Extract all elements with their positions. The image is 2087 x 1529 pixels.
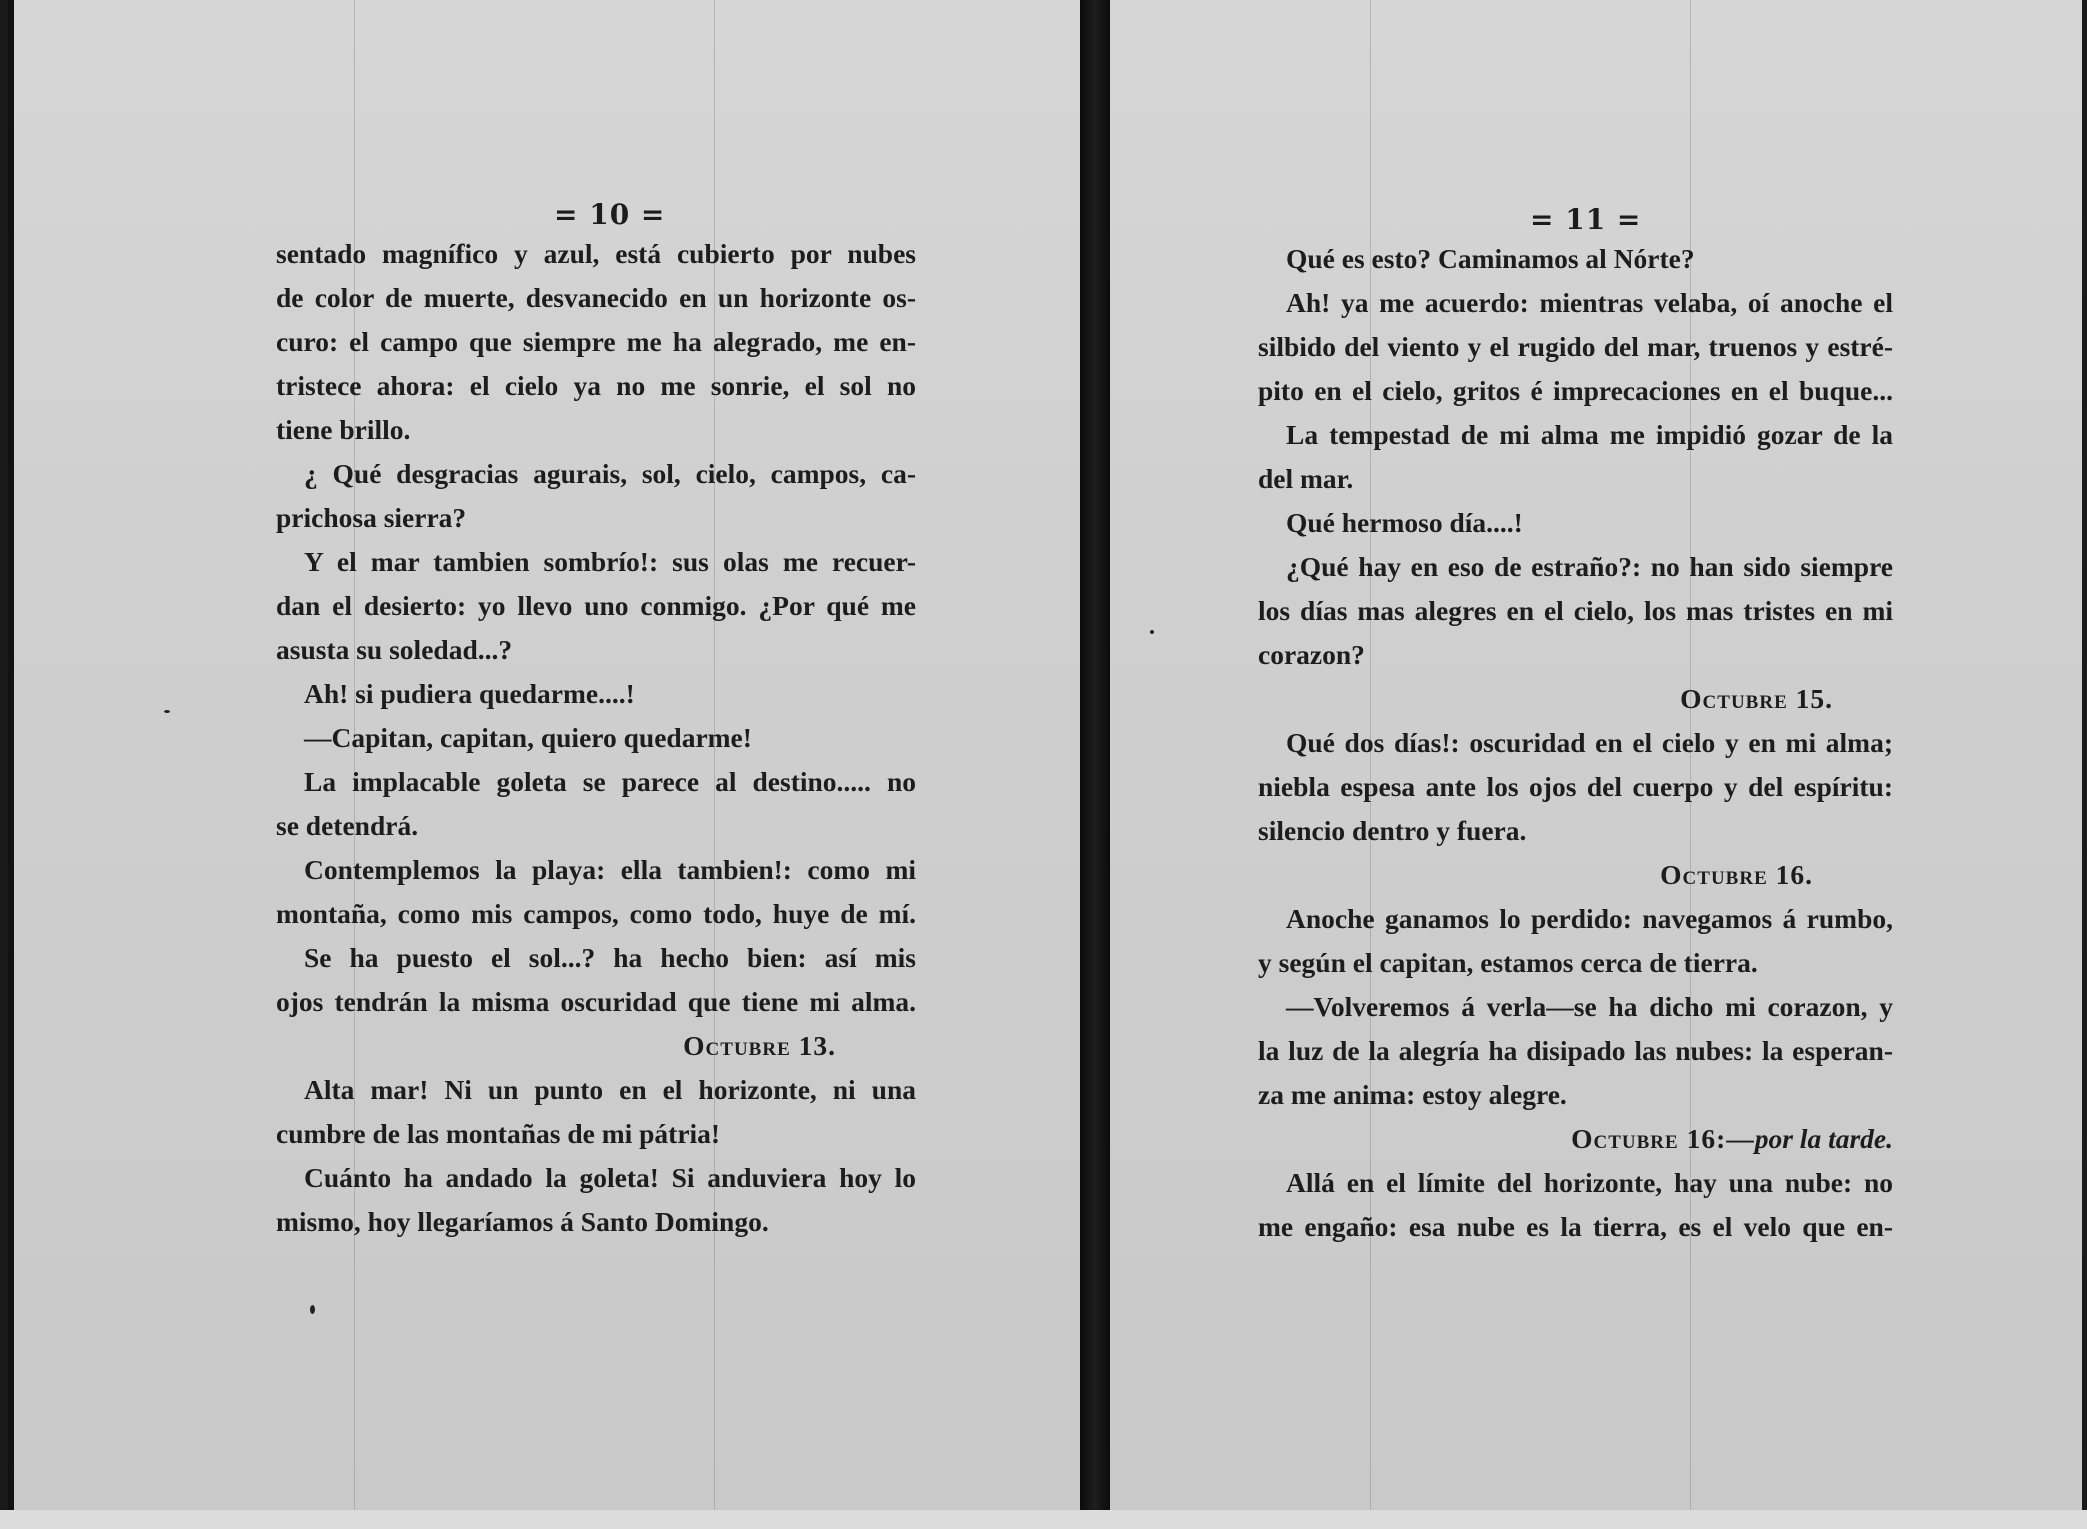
text-line: —Capitan, capitan, quiero quedarme!	[304, 722, 752, 753]
text-line: silbido del viento y el rugido del mar, truenos y estré-	[1258, 331, 1893, 362]
text-line: montaña, como mis campos, como todo, huye de mí.	[276, 898, 916, 929]
text-line: Alta mar! Ni un punto en el horizonte, ni una	[304, 1074, 916, 1105]
text-line: Ah! ya me acuerdo: mientras velaba, oí anoche el	[1286, 287, 1893, 318]
date-heading	[1258, 1117, 1893, 1161]
left-page-text	[276, 232, 916, 1244]
text-line: los días mas alegres en el cielo, los mas tristes en mi	[1258, 595, 1893, 626]
text-line: la luz de la alegría ha disipado las nubes: la esperan-	[1258, 1035, 1893, 1066]
text-line: niebla espesa ante los ojos del cuerpo y del espíritu:	[1258, 771, 1893, 802]
scanner-bed-edge	[0, 1510, 2087, 1529]
text-line: asusta su soledad...?	[276, 634, 513, 665]
text-line: silencio dentro y fuera.	[1258, 815, 1527, 846]
right-page-number: = 11 =	[1530, 203, 1642, 236]
text-line: cumbre de las montañas de mi pátria!	[276, 1118, 721, 1149]
text-line: za me anima: estoy alegre.	[1258, 1079, 1567, 1110]
print-speck	[164, 710, 170, 713]
date-heading: Octubre 15.	[1680, 683, 1833, 714]
date-heading: Octubre 13.	[683, 1030, 836, 1061]
book-gutter	[1080, 0, 1110, 1529]
date-heading: Octubre 16.	[1660, 859, 1813, 890]
left-page-number: = 10 =	[554, 198, 666, 231]
text-line: curo: el campo que siempre me ha alegrado, me en-	[276, 326, 916, 357]
text-line: del mar.	[1258, 463, 1354, 494]
text-line: La tempestad de mi alma me impidió gozar de la	[1286, 419, 1893, 450]
text-line: sentado magnífico y azul, está cubierto por nubes	[276, 238, 916, 269]
text-line: tiene brillo.	[276, 414, 411, 445]
right-page-text	[1258, 237, 1893, 1249]
text-line: Cuánto ha andado la goleta! Si anduviera hoy lo	[304, 1162, 916, 1193]
text-line: Ah! si pudiera quedarme....!	[304, 678, 635, 709]
date-heading-label: Octubre 16:—	[1571, 1123, 1755, 1154]
text-line: Anoche ganamos lo perdido: navegamos á rumbo,	[1286, 903, 1893, 934]
left-page	[8, 0, 1080, 1510]
text-line: ojos tendrán la misma oscuridad que tiene mi alma.	[276, 986, 916, 1017]
text-line: Contemplemos la playa: ella tambien!: como mi	[304, 854, 916, 885]
text-line: ¿Qué hay en eso de estraño?: no han sido siempre	[1286, 551, 1893, 582]
text-line: Qué hermoso día....!	[1286, 507, 1523, 538]
text-line: La implacable goleta se parece al destino..... no	[304, 766, 916, 797]
text-line: tristece ahora: el cielo ya no me sonrie, el sol no	[276, 370, 916, 401]
text-line: Qué dos días!: oscuridad en el cielo y en mi alma;	[1286, 727, 1893, 758]
text-line: de color de muerte, desvanecido en un horizonte os-	[276, 282, 916, 313]
text-line: ¿ Qué desgracias agurais, sol, cielo, campos, ca-	[304, 458, 916, 489]
text-line: y según el capitan, estamos cerca de tierra.	[1258, 947, 1758, 978]
text-line: Qué es esto? Caminamos al Nórte?	[1286, 243, 1695, 274]
text-line: prichosa sierra?	[276, 502, 467, 533]
right-page	[1110, 0, 2082, 1510]
text-line: Y el mar tambien sombrío!: sus olas me recuer-	[304, 546, 916, 577]
text-line: me engaño: esa nube es la tierra, es el velo que en-	[1258, 1211, 1893, 1242]
text-line: mismo, hoy llegaríamos á Santo Domingo.	[276, 1206, 769, 1237]
print-speck	[310, 1305, 315, 1314]
text-line: pito en el cielo, gritos é imprecaciones en el buque...	[1258, 375, 1893, 406]
text-line: dan el desierto: yo llevo uno conmigo. ¿Por qué me	[276, 590, 916, 621]
text-line: Allá en el límite del horizonte, hay una nube: no	[1286, 1167, 1893, 1198]
text-line: corazon?	[1258, 639, 1365, 670]
print-speck	[1150, 630, 1154, 634]
text-line: —Volveremos á verla—se ha dicho mi corazon, y	[1286, 991, 1893, 1022]
text-line: Se ha puesto el sol...? ha hecho bien: así mis	[304, 942, 916, 973]
date-heading-time: por la tarde.	[1754, 1123, 1893, 1154]
text-line: se detendrá.	[276, 810, 419, 841]
